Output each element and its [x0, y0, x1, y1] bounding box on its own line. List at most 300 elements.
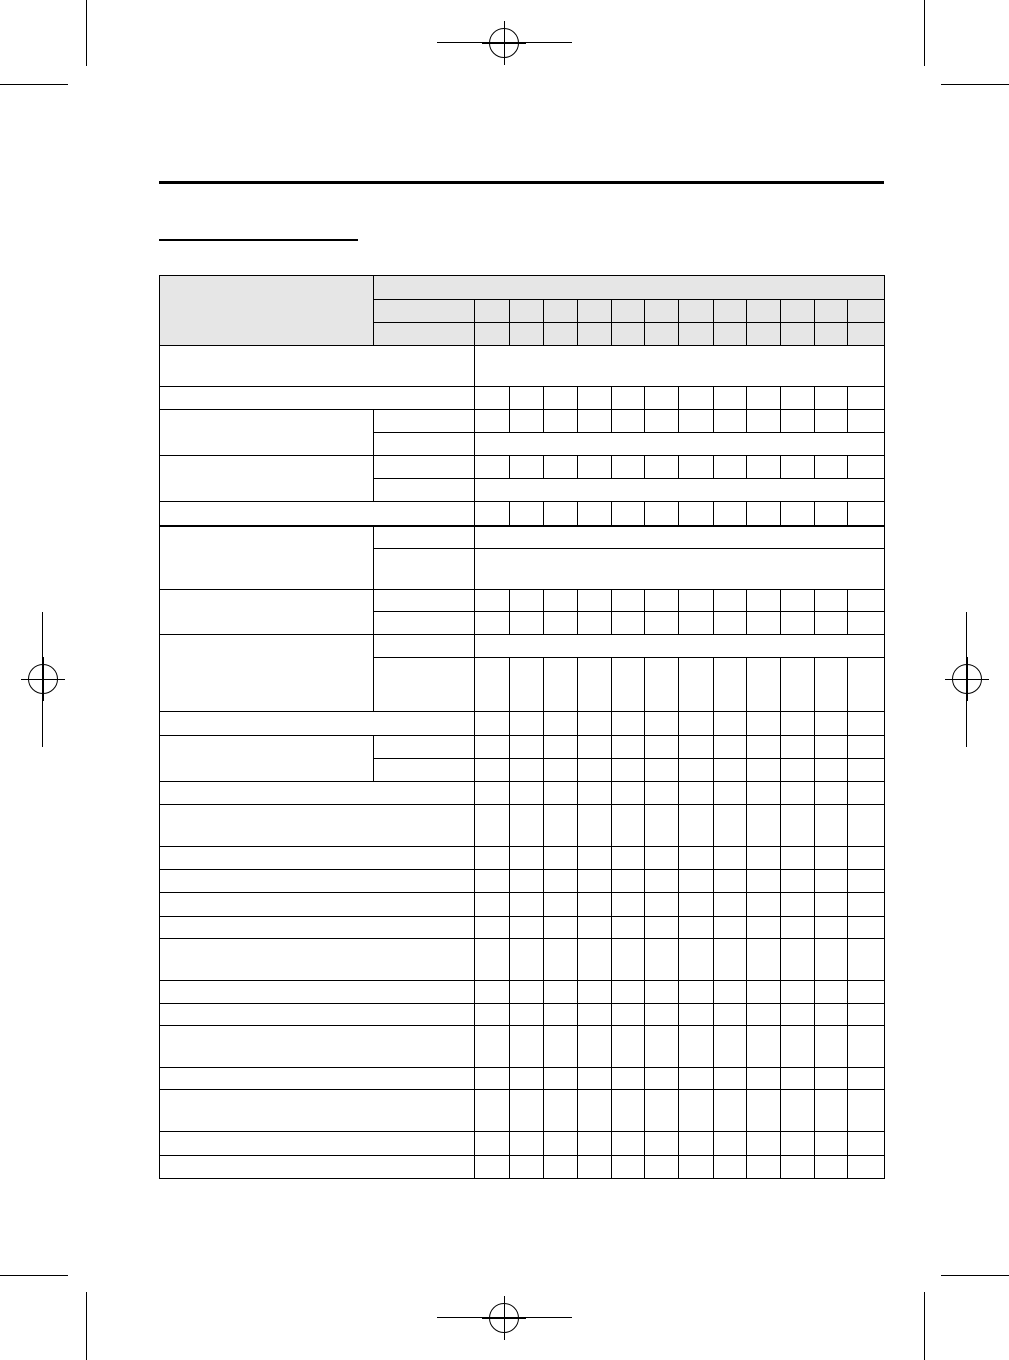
value-cell [475, 847, 510, 870]
table-row [160, 893, 885, 917]
row-label [160, 917, 475, 939]
value-cell [714, 387, 747, 410]
crop-mark [0, 84, 68, 85]
value-cell [815, 1068, 848, 1090]
value-cell [714, 658, 747, 712]
value-cell [679, 1090, 714, 1132]
value-cell [815, 502, 848, 526]
value-cell [578, 917, 612, 939]
value-cell [848, 893, 885, 917]
value-cell [815, 1090, 848, 1132]
table-row [160, 502, 885, 526]
value-cell [578, 590, 612, 612]
value-cell [544, 805, 578, 847]
value-cell [578, 456, 612, 479]
value-cell [578, 1004, 612, 1026]
value-cell [612, 502, 645, 526]
value-cell [645, 1026, 679, 1068]
table-row [160, 346, 885, 387]
value-cell [781, 870, 815, 893]
table-row [160, 1004, 885, 1026]
value-cell [645, 1090, 679, 1132]
row-group-label [160, 526, 374, 590]
value-cell [612, 1026, 645, 1068]
value-cell [578, 712, 612, 736]
value-cell [612, 805, 645, 847]
value-cell [848, 847, 885, 870]
value-cell [714, 502, 747, 526]
row-group-label [160, 590, 374, 635]
value-cell [781, 736, 815, 759]
value-cell [848, 658, 885, 712]
value-cell [679, 1132, 714, 1156]
value-cell [747, 759, 781, 782]
value-cell [679, 917, 714, 939]
value-cell-merged [475, 549, 885, 590]
crop-mark [86, 1292, 87, 1360]
value-cell [714, 712, 747, 736]
section-rule [159, 181, 884, 184]
value-cell [510, 1132, 544, 1156]
value-cell [714, 782, 747, 805]
value-cell [544, 1068, 578, 1090]
value-cell [510, 981, 544, 1004]
header-row1-label [374, 300, 475, 323]
value-cell [848, 939, 885, 981]
row-label [160, 939, 475, 981]
table-row [160, 939, 885, 981]
row-sub-label [374, 736, 475, 759]
value-cell [544, 1132, 578, 1156]
value-cell [848, 712, 885, 736]
value-cell [848, 1026, 885, 1068]
value-cell [645, 1004, 679, 1026]
value-cell [578, 736, 612, 759]
value-cell [747, 981, 781, 1004]
registration-mark-top [489, 28, 519, 58]
variant-header [510, 323, 544, 346]
value-cell [544, 502, 578, 526]
row-label [160, 387, 475, 410]
value-cell [781, 1068, 815, 1090]
value-cell [815, 1132, 848, 1156]
value-cell [815, 1004, 848, 1026]
value-cell [747, 939, 781, 981]
value-cell [578, 939, 612, 981]
value-cell [815, 870, 848, 893]
value-cell [578, 805, 612, 847]
value-cell [781, 1026, 815, 1068]
value-cell [544, 410, 578, 433]
value-cell [612, 893, 645, 917]
row-group-label [160, 456, 374, 502]
variant-header [510, 300, 544, 323]
value-cell [475, 1026, 510, 1068]
value-cell [747, 1026, 781, 1068]
row-label [160, 346, 475, 387]
value-cell [645, 1132, 679, 1156]
value-cell [578, 502, 612, 526]
value-cell [848, 1156, 885, 1179]
row-sub-label [374, 612, 475, 635]
variant-header [645, 300, 679, 323]
value-cell [848, 1090, 885, 1132]
value-cell [714, 736, 747, 759]
value-cell [679, 410, 714, 433]
value-cell [510, 893, 544, 917]
value-cell [815, 917, 848, 939]
value-cell [475, 502, 510, 526]
value-cell [747, 917, 781, 939]
value-cell [544, 893, 578, 917]
value-cell [510, 590, 544, 612]
value-cell [714, 590, 747, 612]
value-cell [612, 658, 645, 712]
value-cell [475, 981, 510, 1004]
row-sub-label [374, 658, 475, 712]
value-cell [544, 612, 578, 635]
variant-header [848, 300, 885, 323]
value-cell [475, 387, 510, 410]
value-cell [848, 456, 885, 479]
crop-mark [924, 1292, 925, 1360]
value-cell [781, 1090, 815, 1132]
value-cell [510, 1068, 544, 1090]
value-cell [510, 612, 544, 635]
value-cell [475, 612, 510, 635]
value-cell [578, 1090, 612, 1132]
value-cell [815, 1026, 848, 1068]
value-cell [679, 387, 714, 410]
value-cell-merged [475, 635, 885, 658]
value-cell [679, 1156, 714, 1179]
value-cell [544, 939, 578, 981]
row-label [160, 1004, 475, 1026]
value-cell [781, 805, 815, 847]
table-row [160, 1090, 885, 1132]
value-cell [475, 736, 510, 759]
variant-header [475, 323, 510, 346]
value-cell [781, 502, 815, 526]
variant-header [645, 323, 679, 346]
table-row [160, 736, 885, 759]
value-cell [815, 410, 848, 433]
value-cell [815, 847, 848, 870]
value-cell [544, 1090, 578, 1132]
table-row [160, 1132, 885, 1156]
value-cell [714, 1026, 747, 1068]
variant-header [815, 300, 848, 323]
value-cell [578, 1156, 612, 1179]
value-cell [510, 870, 544, 893]
value-cell [645, 712, 679, 736]
value-cell [848, 502, 885, 526]
value-cell [475, 939, 510, 981]
value-cell [747, 893, 781, 917]
value-cell [679, 1026, 714, 1068]
value-cell [510, 712, 544, 736]
row-label [160, 870, 475, 893]
value-cell [679, 759, 714, 782]
value-cell [578, 612, 612, 635]
value-cell [714, 939, 747, 981]
value-cell [645, 736, 679, 759]
crop-mark [924, 0, 925, 66]
subsection-rule [159, 239, 358, 241]
value-cell [645, 805, 679, 847]
value-cell [848, 759, 885, 782]
value-cell [645, 658, 679, 712]
value-cell [679, 590, 714, 612]
value-cell [475, 893, 510, 917]
value-cell [475, 759, 510, 782]
value-cell [578, 410, 612, 433]
value-cell [645, 612, 679, 635]
value-cell [679, 658, 714, 712]
value-cell [679, 1068, 714, 1090]
value-cell [612, 782, 645, 805]
value-cell [475, 870, 510, 893]
value-cell [679, 1004, 714, 1026]
value-cell [747, 410, 781, 433]
value-cell [475, 1132, 510, 1156]
value-cell [544, 456, 578, 479]
value-cell-merged [475, 346, 885, 387]
value-cell [714, 1132, 747, 1156]
value-cell [645, 1068, 679, 1090]
row-sub-label [374, 635, 475, 658]
value-cell [781, 782, 815, 805]
registration-mark-right [952, 664, 982, 694]
value-cell [747, 870, 781, 893]
table-row [160, 635, 885, 658]
value-cell [714, 981, 747, 1004]
value-cell [612, 981, 645, 1004]
value-cell [815, 893, 848, 917]
value-cell [781, 1132, 815, 1156]
variant-header [679, 323, 714, 346]
row-sub-label [374, 410, 475, 433]
value-cell [578, 759, 612, 782]
variant-header [679, 300, 714, 323]
row-sub-label [374, 549, 475, 590]
value-cell [612, 847, 645, 870]
value-cell [815, 712, 848, 736]
value-cell [747, 1156, 781, 1179]
table-row [160, 1156, 885, 1179]
table-corner [160, 276, 374, 346]
value-cell [510, 410, 544, 433]
value-cell [747, 1090, 781, 1132]
value-cell [645, 847, 679, 870]
crop-mark [0, 1275, 68, 1276]
variant-header [781, 300, 815, 323]
value-cell [645, 782, 679, 805]
value-cell [679, 712, 714, 736]
value-cell [544, 1026, 578, 1068]
row-label [160, 1026, 475, 1068]
value-cell [544, 1156, 578, 1179]
row-sub-label [374, 590, 475, 612]
value-cell [781, 939, 815, 981]
value-cell [510, 736, 544, 759]
value-cell [848, 1004, 885, 1026]
value-cell [578, 981, 612, 1004]
value-cell [544, 736, 578, 759]
value-cell [510, 387, 544, 410]
value-cell [714, 917, 747, 939]
value-cell [645, 410, 679, 433]
row-label [160, 805, 475, 847]
row-group-label [160, 635, 374, 712]
table-row [160, 1026, 885, 1068]
value-cell [510, 805, 544, 847]
value-cell [645, 590, 679, 612]
crop-mark [86, 0, 87, 66]
value-cell [612, 612, 645, 635]
value-cell [612, 1156, 645, 1179]
row-label [160, 502, 475, 526]
value-cell [714, 1090, 747, 1132]
variant-header [815, 323, 848, 346]
value-cell [815, 939, 848, 981]
row-sub-label [374, 479, 475, 502]
value-cell [815, 736, 848, 759]
value-cell [544, 981, 578, 1004]
value-cell [848, 1068, 885, 1090]
value-cell [645, 981, 679, 1004]
variant-header [612, 323, 645, 346]
value-cell [781, 1004, 815, 1026]
value-cell [714, 847, 747, 870]
value-cell [815, 805, 848, 847]
value-cell [848, 736, 885, 759]
value-cell [544, 712, 578, 736]
row-label [160, 712, 475, 736]
value-cell [578, 1026, 612, 1068]
value-cell [645, 870, 679, 893]
value-cell [747, 590, 781, 612]
value-cell [645, 456, 679, 479]
value-cell [714, 893, 747, 917]
value-cell [781, 387, 815, 410]
row-label [160, 1090, 475, 1132]
value-cell [747, 387, 781, 410]
value-cell [612, 759, 645, 782]
table-row [160, 847, 885, 870]
value-cell [781, 847, 815, 870]
value-cell [475, 805, 510, 847]
table-row [160, 782, 885, 805]
table-row [160, 387, 885, 410]
variant-header [714, 300, 747, 323]
value-cell [475, 1004, 510, 1026]
value-cell [679, 805, 714, 847]
value-cell [679, 736, 714, 759]
table-row [160, 981, 885, 1004]
variant-header [714, 323, 747, 346]
value-cell [612, 387, 645, 410]
value-cell [475, 782, 510, 805]
value-cell [510, 1090, 544, 1132]
row-label [160, 893, 475, 917]
value-cell [544, 387, 578, 410]
row-label [160, 782, 475, 805]
value-cell [578, 1132, 612, 1156]
value-cell [612, 917, 645, 939]
value-cell [848, 805, 885, 847]
value-cell [679, 782, 714, 805]
value-cell [747, 712, 781, 736]
value-cell [578, 387, 612, 410]
value-cell-merged [475, 526, 885, 549]
value-cell [714, 759, 747, 782]
value-cell [475, 658, 510, 712]
value-cell [612, 1090, 645, 1132]
value-cell [848, 782, 885, 805]
spec-table [159, 275, 885, 1179]
value-cell [612, 1132, 645, 1156]
value-cell [679, 456, 714, 479]
value-cell [679, 939, 714, 981]
table-group-header [374, 276, 885, 300]
row-sub-label [374, 456, 475, 479]
value-cell [679, 847, 714, 870]
value-cell [815, 759, 848, 782]
value-cell [848, 387, 885, 410]
value-cell [848, 870, 885, 893]
value-cell [714, 1156, 747, 1179]
value-cell [781, 410, 815, 433]
variant-header [612, 300, 645, 323]
value-cell [679, 981, 714, 1004]
crop-mark [941, 1275, 1009, 1276]
value-cell [645, 1156, 679, 1179]
value-cell [510, 658, 544, 712]
row-sub-label [374, 526, 475, 549]
value-cell [848, 917, 885, 939]
value-cell [578, 870, 612, 893]
value-cell [747, 502, 781, 526]
value-cell [544, 847, 578, 870]
value-cell [578, 847, 612, 870]
value-cell [510, 456, 544, 479]
value-cell [645, 939, 679, 981]
table-row [160, 590, 885, 612]
value-cell [714, 410, 747, 433]
variant-header [747, 323, 781, 346]
value-cell [714, 1004, 747, 1026]
value-cell [612, 590, 645, 612]
value-cell [544, 1004, 578, 1026]
value-cell-merged [475, 479, 885, 502]
value-cell [612, 870, 645, 893]
value-cell [714, 805, 747, 847]
value-cell [544, 759, 578, 782]
value-cell [510, 847, 544, 870]
value-cell [815, 612, 848, 635]
value-cell [612, 712, 645, 736]
value-cell [475, 410, 510, 433]
value-cell [645, 387, 679, 410]
row-group-label [160, 410, 374, 456]
crop-mark [941, 84, 1009, 85]
value-cell [679, 870, 714, 893]
value-cell [747, 782, 781, 805]
row-label [160, 1068, 475, 1090]
value-cell [645, 917, 679, 939]
value-cell [815, 981, 848, 1004]
